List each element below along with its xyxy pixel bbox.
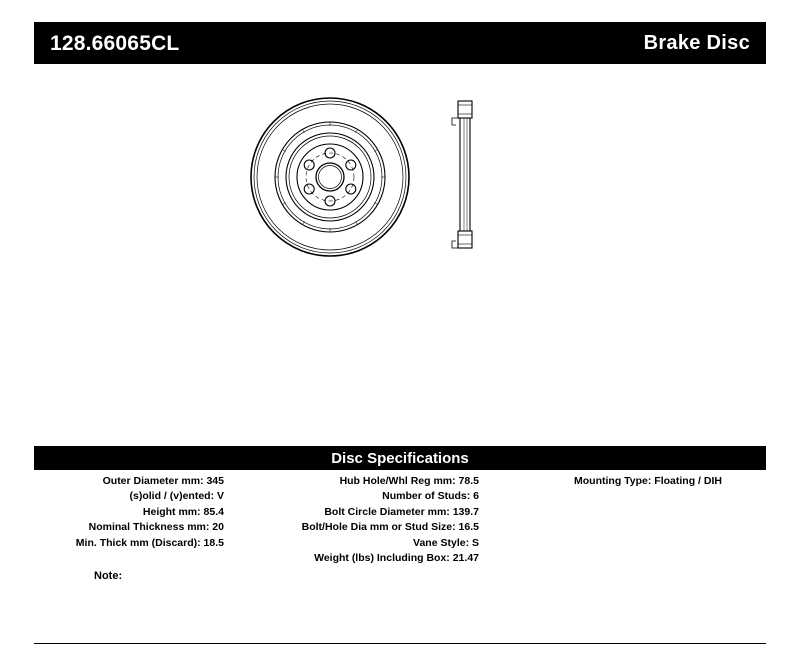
spec-item: Hub Hole/Whl Reg mm: 78.5	[339, 475, 479, 487]
spec-item: Bolt Circle Diameter mm: 139.7	[324, 505, 479, 518]
spec-title: Disc Specifications	[331, 449, 469, 467]
bottom-divider	[34, 643, 766, 644]
spec-item: Nominal Thickness mm: 20	[88, 521, 224, 534]
spec-item: Height mm: 85.4	[142, 505, 224, 518]
spec-item: Mounting Type: Floating / DIH	[574, 475, 722, 487]
spec-header-bar	[34, 446, 766, 470]
spec-item: (s)olid / (v)ented: V	[129, 490, 224, 503]
spec-item: Bolt/Hole Dia mm or Stud Size: 16.5	[301, 521, 479, 534]
spec-column-3	[514, 474, 766, 489]
product-type-label: Brake Disc	[643, 32, 750, 54]
brake-rotor-front-view	[251, 98, 409, 256]
spec-item: Number of Studs: 6	[382, 490, 479, 503]
spec-item: Min. Thick mm (Discard): 18.5	[75, 536, 224, 549]
spec-column-1	[34, 474, 224, 551]
part-number: 128.66065CL	[50, 31, 180, 55]
spec-column-2	[234, 474, 479, 566]
spec-item: Vane Style: S	[413, 536, 479, 549]
brake-rotor-side-section-view	[452, 101, 472, 248]
spec-item: Outer Diameter mm: 345	[102, 475, 224, 487]
product-drawing	[230, 95, 570, 295]
note-label: Note:	[94, 570, 123, 582]
spec-item: Weight (lbs) Including Box: 21.47	[314, 552, 479, 565]
note-row	[34, 570, 766, 582]
header-bar	[34, 22, 766, 64]
spec-columns	[34, 474, 766, 574]
